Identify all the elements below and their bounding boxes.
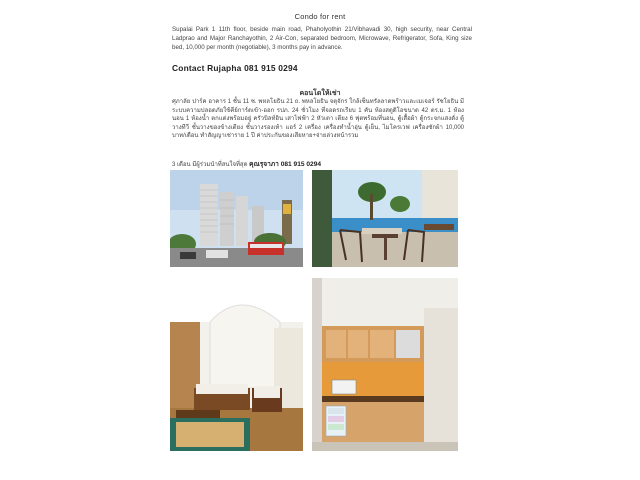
page-title-en: Condo for rent bbox=[294, 12, 346, 21]
contact-line-en: Contact Rujapha 081 915 0294 bbox=[172, 63, 298, 73]
description-th: ศุภาลัย ปาร์ค อาคาร 1 ชั้น 11 ซ. พหลโยธิน 21 ถ. พหลโยธิน จตุจักร ใกล้เซ็นทรัลลาดพร้าวและเมเจอร์ รัชโยธิน มีระบบความปลอดภัยใช้คีย์การ์ดเข้า-ออก รปภ. 24 ชั่วโมง ที่จอดรถเรียบ 1 คัน ห้องสตูดิโอขนาด 42 ตร.ม. 1 ห้องนอน 1 ห้องน้ำ ตกแต่งพร้อมอยู่ ครัวบิลท์อิน เสาไฟฟ้า 2 หัวเตา เตียง 6 ฟุตพร้อมที่นอน, ตู้เสื้อผ้า ตู้กระจกแสงดั่ง ตู้วางทีวี ชั้นวางของข้างเตียง ชั้นวางรองเท้า แอร์ 2 เครื่อง เครื่องทำน้ำอุ่น ตู้เย็น, ไมโครเวฟ เครื่องซักผ้า 10,000 บาท/เดือน ทำสัญญาเช่าราย 1 ปี ค่าประกันของเสียหาย+จ่ายล่วงหน้ารวม bbox=[172, 99, 464, 140]
living-room-photo bbox=[170, 278, 303, 451]
kitchen-photo bbox=[312, 278, 458, 451]
footer-th-text: 3 เดือน มีผู้ร่วมนำที่สนใจที่สุด bbox=[172, 162, 248, 168]
pool-terrace-photo bbox=[312, 170, 458, 267]
contact-line-th: คุณรุจาภา 081 915 0294 bbox=[249, 161, 322, 168]
page-title-th: คอนโดให้เช่า bbox=[299, 90, 341, 97]
description-en: Supalai Park 1 11th floor, beside main road, Phaholyothin 21/Vibhavadi 30, high security, near Central Ladprao and Major Ranchayothin, 2 Air-Con, separated bedroom, Microwave, Refrigerator, Sofa, King size bed, 10,000 per month (negotiable), 3 months pay in advance. bbox=[172, 26, 472, 51]
building-exterior-photo bbox=[170, 170, 303, 267]
footer-th bbox=[172, 158, 464, 169]
